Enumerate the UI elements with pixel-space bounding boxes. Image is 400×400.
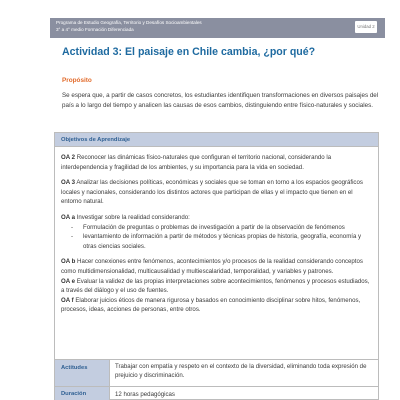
oab-item xyxy=(61,257,372,276)
activity-title: Actividad 3: El paisaje en Chile cambia, ¿por qué? xyxy=(62,46,316,58)
bullet-text: levantamiento de información a partir de métodos y técnicas propias de historia, geografía, economía y otras ciencias sociales. xyxy=(83,233,362,250)
bullet-text: Formulación de preguntas o problemas de investigación a partir de la observación de fenómenos xyxy=(83,223,345,231)
objectives-table xyxy=(54,132,379,400)
purpose-text: Se espera que, a partir de casos concretos, los estudiantes identifiquen transformaciones en diversos paisajes del país a lo largo del tiempo y analicen las causas de esos cambios, distinguiendo entre físico-naturales y sociales. xyxy=(62,92,379,109)
duration-text: 12 horas pedagógicas xyxy=(115,391,175,398)
oa2-text: Reconocer las dinámicas físico-naturales que configuran el territorio nacional, considerando la interdependencia y fragilidad de los ambientes, y su importancia para la vida en sociedad. xyxy=(61,154,332,171)
oa3-text: Analizar las decisiones políticas, económicas y sociales que se toman en torno a los espacios geográficos locales y nacionales, considerando los distintos actores que participan de ellas y el impacto que tienen en el entorno natural. xyxy=(61,179,363,206)
oa3-code: OA 3 xyxy=(61,179,75,187)
attitudes-row xyxy=(55,359,378,386)
objectives-heading: Objetivos de Aprendizaje xyxy=(55,133,378,147)
oab-code: OA b xyxy=(61,258,76,266)
oa2-code: OA 2 xyxy=(61,154,75,161)
attitudes-label: Actitudes xyxy=(55,360,110,386)
oa3-item xyxy=(61,178,372,207)
purpose-heading: Propósito xyxy=(62,77,92,84)
oaa-item xyxy=(61,213,372,223)
oaf-item xyxy=(61,296,372,315)
unit-badge: Unidad 2 xyxy=(355,21,377,33)
oaa-code: OA a xyxy=(61,213,75,221)
objectives-body xyxy=(55,147,378,315)
oab-text: Hacer conexiones entre fenómenos, acontecimientos y/o procesos de la realidad considerando conceptos como multidimensionalidad, multicausalidad y multiescalaridad, temporalidad, y variables y patrones. xyxy=(61,258,363,275)
oaf-text: Elaborar juicios éticos de manera rigurosa y basados en conocimiento disciplinar sobre hitos, fenómenos, procesos, ideas, acciones de personas, entre otros. xyxy=(61,296,361,314)
duration-label: Duración xyxy=(55,387,110,400)
oaa-text: Investigar sobre la realidad considerando: xyxy=(75,213,190,221)
bullet-item xyxy=(61,223,372,233)
attitudes-text: Trabajar con empatía y respeto en el contexto de la diversidad, eliminando toda expresión de prejuicio y discriminación. xyxy=(115,363,367,380)
duration-row xyxy=(55,386,378,400)
oae-code: OA e xyxy=(61,277,75,285)
bullet-item xyxy=(61,232,372,251)
bullet-marker: - xyxy=(71,223,74,231)
oaf-code: OA f xyxy=(61,296,74,304)
oa2-item xyxy=(61,153,372,172)
document-header xyxy=(50,18,385,38)
oae-text: Evaluar la validez de las propias interpretaciones sobre acontecimientos, fenómenos y procesos estudiados, a través del diálogo y el uso de fuentes. xyxy=(61,277,370,295)
program-level: 3° a 4° medio Formación Diferenciada xyxy=(56,27,134,32)
program-title: Programa de Estudio Geografía, Territorio y Desafíos Socioambientales xyxy=(56,20,202,25)
oae-item xyxy=(61,277,372,296)
bullet-marker: - xyxy=(71,233,74,241)
